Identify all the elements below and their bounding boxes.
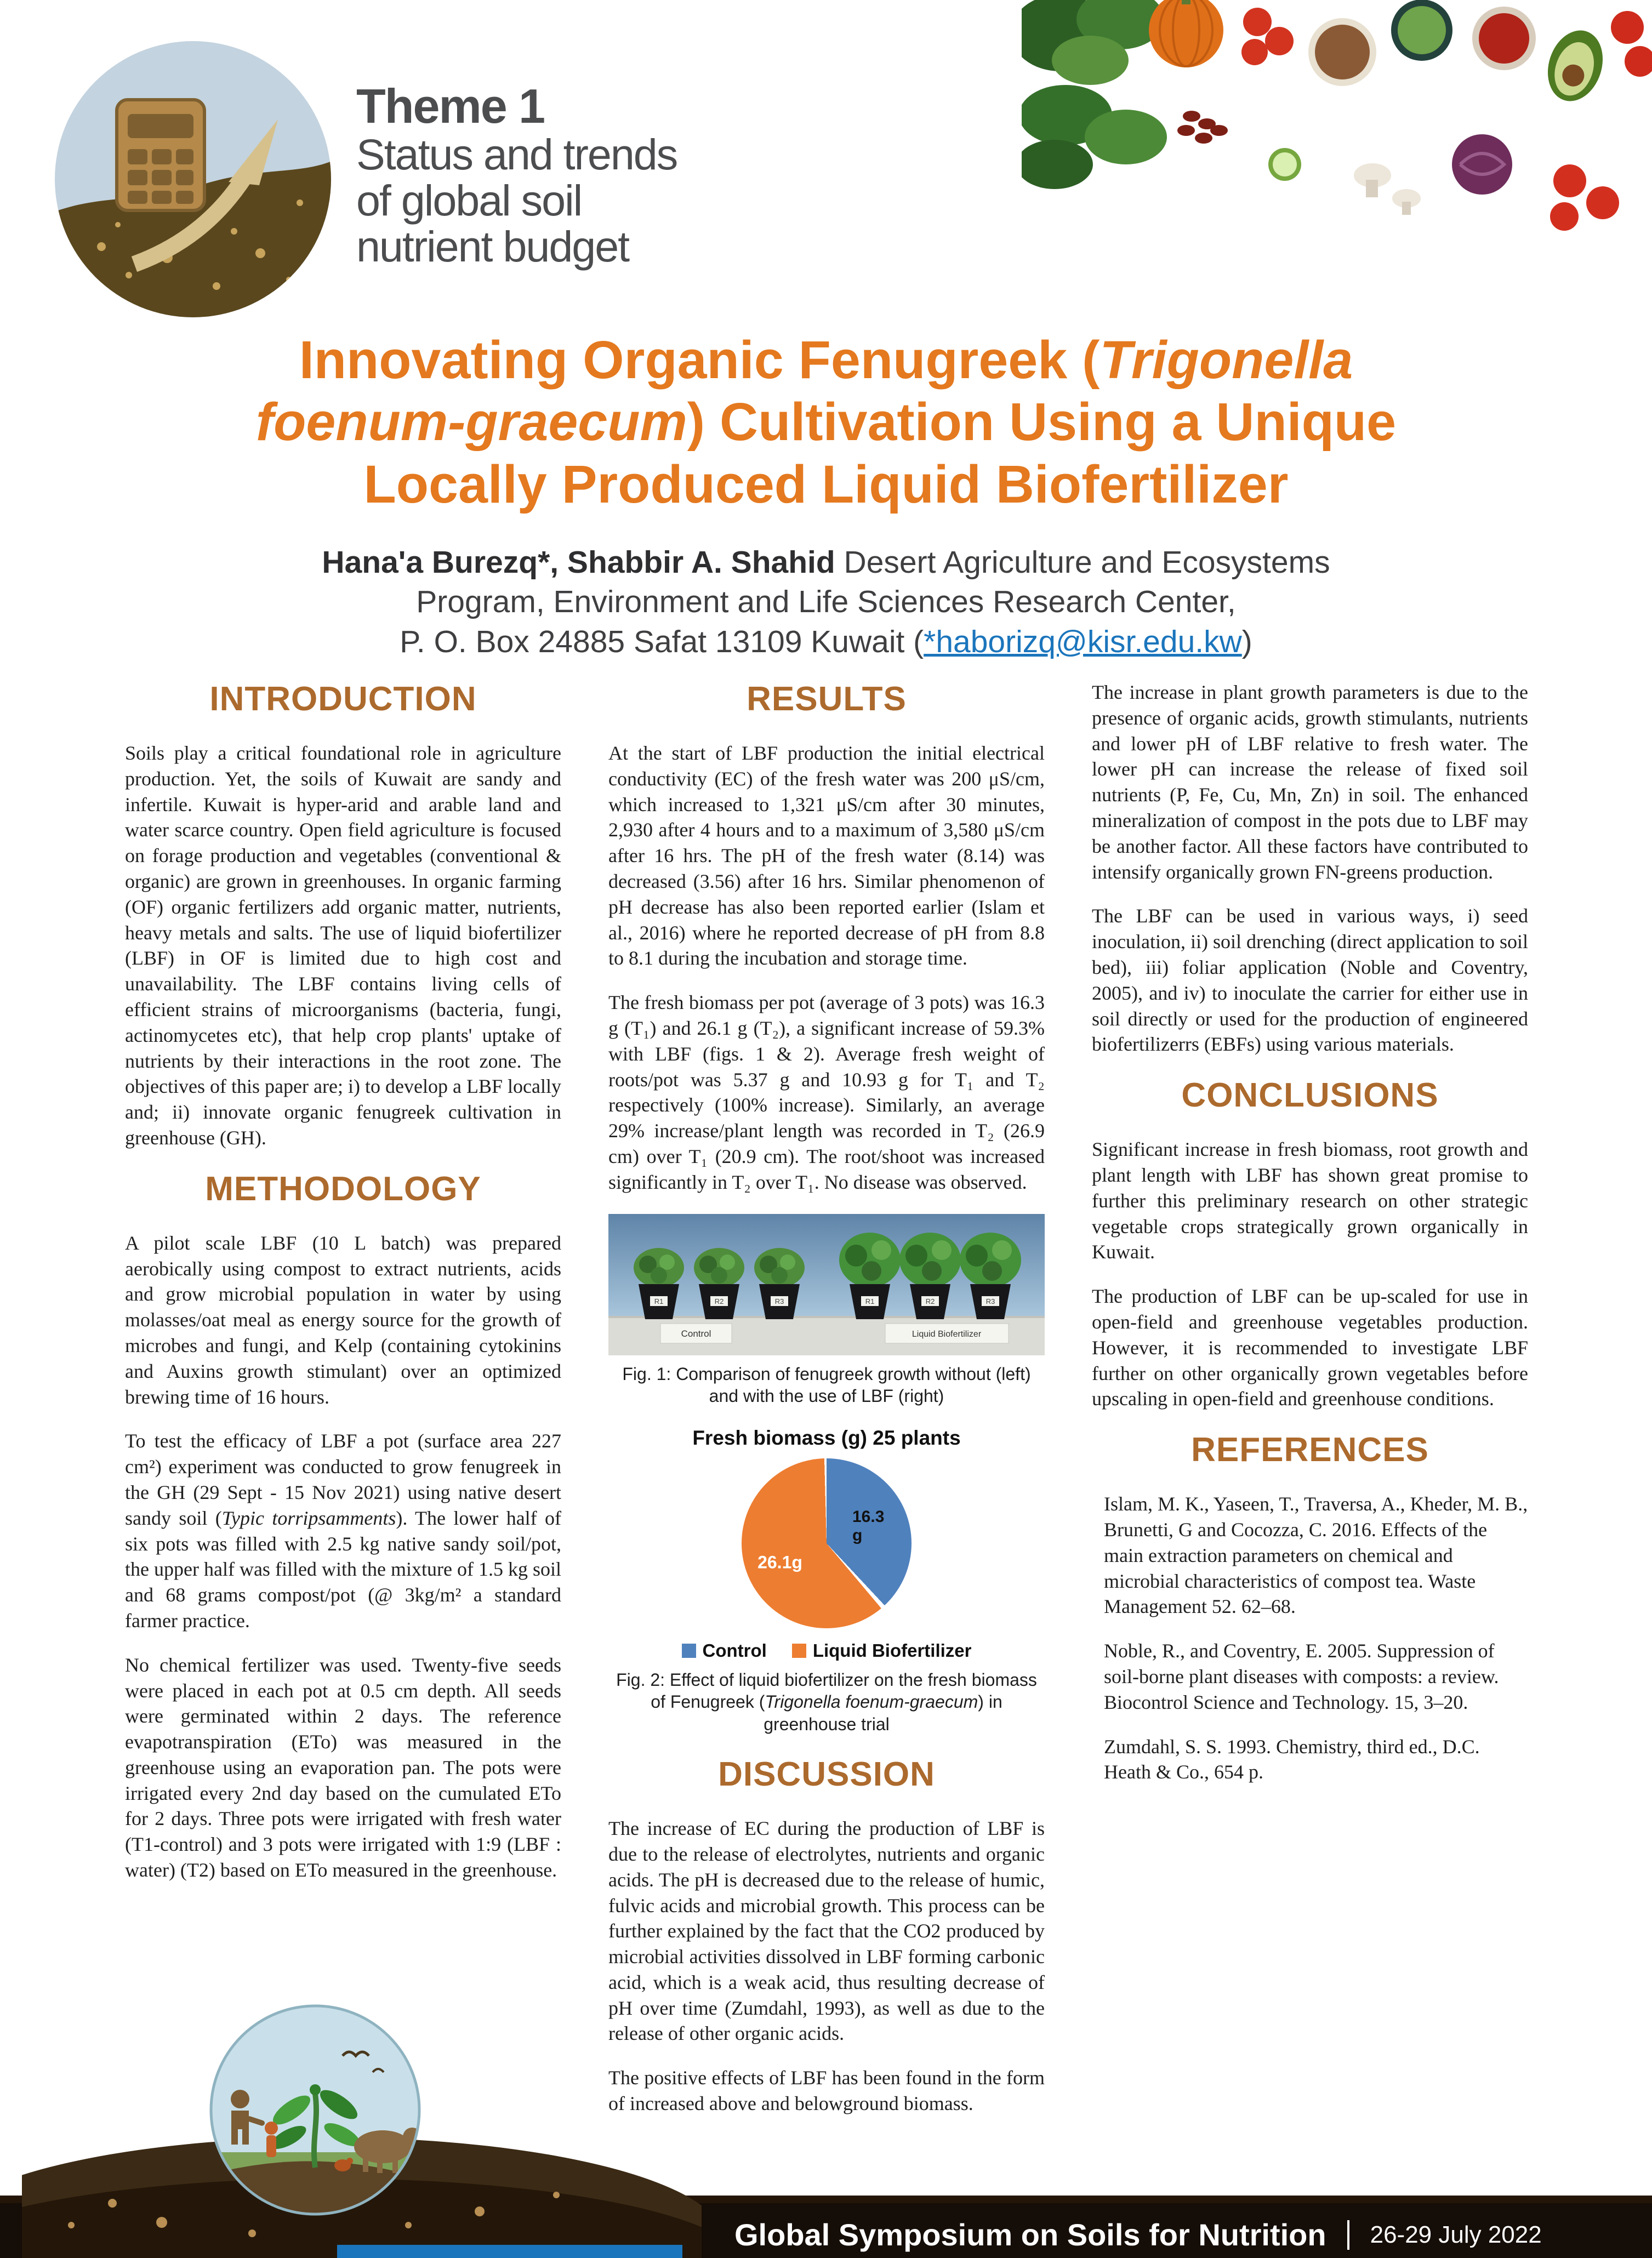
results-paragraph-3: The increase in plant growth parameters is due to the presence of organic acids, growth stimulants, nutrients and lower pH of LBF relative to fresh water. The lower pH can increase the release of fixed soil nutrients (P, Fe, Cu, Mn, Zn) in soil. The enhanced mineralization of compost in the pots due to LBF may be another factor. All these factors have contributed to intensify organically grown FN-greens production. [1092, 681, 1528, 883]
authors-line1: Hana'a Burezq*, Shabbir A. Shahid Desert Agriculture and Ecosystems [322, 545, 1330, 580]
pot-label: R2 [925, 1297, 935, 1305]
chart-legend [608, 1640, 1045, 1661]
poster-title-line3: Locally Produced Liquid Biofertilizer [363, 454, 1289, 514]
poster-title [0, 329, 1652, 515]
control-card-label: Control [681, 1328, 711, 1339]
discussion-paragraph-1: The increase of EC during the production of LBF is due to the release of electrolytes, nutrients and organic acids. The pH is decreased due to the release of humic, fulvic acids and microbial growth. This process can be further explained by the fact that the CO2 produced by microbial activities dissolved in LBF forming carbonic acid, which is a weak acid, thus resulting decrease of pH over time (Zumdahl, 1993), as well as due to the release of other organic acids. [608, 1817, 1045, 2045]
footer-blue-strip [337, 2245, 682, 2258]
control-pots [634, 1248, 805, 1319]
methodology-paragraph-3: No chemical fertilizer was used. Twenty-five seeds were placed in each pot at 0.5 cm depth. All seeds were germinated within 2 days. The reference evapotranspiration (ETo) was measured in the greenhouse using an evaporation pan. The pots were irrigated every 2nd day based on the cumulated ETo for 2 days. Three pots were irrigated with fresh water (T1-control) and 3 pots were irrigated with 1:9 (LBF : water) (T2) based on ETo measured in the greenhouse. [125, 1653, 561, 1881]
section-heading-introduction: INTRODUCTION [209, 680, 477, 718]
calculator-icon [117, 100, 204, 210]
pot-label: R2 [714, 1297, 724, 1305]
pot-label: R1 [865, 1297, 875, 1305]
pie-chart-area [742, 1458, 912, 1628]
ecology-illustration [22, 2003, 702, 2258]
results-paragraph-2: The fresh biomass per pot (average of 3 pots) was 16.3 g (T₁) and 26.1 g (T₂), a significant increase of 59.3% with LBF (figs. 1 & 2). Average fresh weight of roots/pot was 5.37 g and 10.93 g for T₁ and T₂ respectively (100% increase). Similarly, an average 29% increase/plant length was recorded in T₂ (26.9 cm) over T₁ (20.9 cm). The root/shoot was increased significantly in T₂ over T₁. No disease was observed. [608, 991, 1045, 1193]
lbf-card-label: Liquid Biofertilizer [912, 1329, 982, 1339]
legend-swatch-control [682, 1644, 696, 1658]
section-heading-references: REFERENCES [1191, 1431, 1429, 1469]
poster-title-line2: foenum-graecum) Cultivation Using a Unique [255, 392, 1397, 452]
theme-text-block [356, 81, 677, 270]
figure2-caption: Fig. 2: Effect of liquid biofertilizer on the fresh biomass of Fenugreek (Trigonella foenum-graecum) in greenhouse trial [616, 1670, 1037, 1734]
authors-line3: P. O. Box 24885 Safat 13109 Kuwait (*haborizq@kisr.edu.kw) [400, 624, 1252, 659]
results-paragraph-1: At the start of LBF production the initial electrical conductivity (EC) of the fresh water was 200 μS/cm, which increased to 1,321 μS/cm after 30 minutes, 2,930 after 4 hours and to a maximum of 3,580 μS/cm after 16 hrs. The pH of the fresh water (8.14) was decreased (3.56) after 16 hrs. Similar phenomenon of pH decrease has also been reported earlier (Islam et al., 2016) where he reported decrease of pH from 8.8 to 8.1 during the incubation and storage time. [608, 742, 1045, 970]
lbf-pots [839, 1233, 1021, 1319]
footer-content [734, 2217, 1542, 2253]
legend-item-lbf [792, 1640, 972, 1661]
pot-label: R1 [654, 1297, 664, 1305]
results-paragraph-4: The LBF can be used in various ways, i) seed inoculation, ii) soil drenching (direct application to soil bed), iii) foliar application (Noble and Coventry, 2005), and iv) to inoculate the carrier for either use in soil directly or used for the production of engineered biofertilizerrs (EBFs) using various materials. [1092, 905, 1528, 1056]
section-heading-methodology: METHODOLOGY [205, 1170, 481, 1208]
footer-divider [1347, 2220, 1349, 2250]
column-conclusions-references [1092, 680, 1528, 2135]
reference-item-2: Noble, R., and Coventry, E. 2005. Suppression of soil-borne plant diseases with composts: a review. Biocontrol Science and Technology. 15, 3–20. [1104, 1640, 1499, 1713]
poster-title-line1: Innovating Organic Fenugreek (Trigonella [299, 330, 1353, 390]
figure1-caption: Fig. 1: Comparison of fenugreek growth without (left) and with the use of LBF (right) [622, 1364, 1031, 1406]
methodology-paragraph-2: To test the efficacy of LBF a pot (surface area 227 cm²) experiment was conducted to grow fenugreek in the GH (29 Sept - 15 Nov 2021) using native desert sandy soil (Typic torripsamments). The lower half of six pots was filled with 2.5 kg native sandy soil/pot, the upper half was filled with the mixture of 1.5 kg soil and 68 grams compost/pot (@ 3kg/m² a standard farmer practice. [125, 1430, 561, 1632]
footer-symposium-title: Global Symposium on Soils for Nutrition [734, 2217, 1326, 2252]
section-heading-results: RESULTS [747, 680, 907, 718]
theme-subtitle-line-3: nutrient budget [356, 221, 629, 271]
email-link[interactable]: *haborizq@kisr.edu.kw [924, 624, 1242, 659]
section-heading-discussion: DISCUSSION [718, 1755, 935, 1794]
theme-badge-logo [52, 38, 334, 321]
pot-label: R3 [774, 1297, 784, 1305]
section-heading-conclusions: CONCLUSIONS [1181, 1076, 1439, 1115]
figure1-photo [608, 1214, 1045, 1355]
introduction-paragraph: Soils play a critical foundational role in agriculture production. Yet, the soils of Kuwait are sandy and infertile. Kuwait is hyper-arid and arable land and water scarce country. Open field agriculture is focused on forage production and vegetables (conventional & organic) are grown in greenhouses. In organic farming (OF) organic fertilizers add organic matter, nutrients, heavy metals and salts. The use of liquid biofertilizer (LBF) in OF is limited due to high cost and unavailability. The LBF contains living cells of efficient strains of microorganisms (bacteria, fungi, actinomycetes etc), that help crop plants' uptake of nutrients by their interactions in the root zone. The objectives of this paper are; i) to develop a LBF locally and; ii) innovate organic fenugreek cultivation in greenhouse (GH). [125, 742, 561, 1149]
conclusions-paragraph-2: The production of LBF can be up-scaled for use in open-field and greenhouse vegetables production. However, it is recommended to investigate LBF further on other organically grown vegetables before upscaling in open-field and greenhouse conditions. [1092, 1285, 1528, 1410]
vegetables-photo [1022, 0, 1652, 269]
pie-slice-label-control: 16.3 g [852, 1508, 885, 1545]
column-results-discussion [608, 680, 1045, 2135]
reference-item-3: Zumdahl, S. S. 1993. Chemistry, third ed., D.C. Heath & Co., 654 p. [1104, 1735, 1480, 1783]
reference-item-1: Islam, M. K., Yaseen, T., Traversa, A., Kheder, M. B., Brunetti, G and Cocozza, C. 2016. Effects of the main extraction parameters on chemical and microbial characteristics of compost tea. Waste Management 52. 62–68. [1104, 1493, 1528, 1618]
theme-title: Theme 1 [356, 79, 545, 133]
footer-dates: 26-29 July 2022 [1370, 2221, 1542, 2248]
pot-label: R3 [985, 1297, 995, 1305]
poster-body [125, 680, 1528, 2135]
legend-label-lbf: Liquid Biofertilizer [812, 1640, 972, 1661]
legend-swatch-lbf [792, 1644, 806, 1658]
chart-title: Fresh biomass (g) 25 plants [692, 1427, 961, 1450]
methodology-paragraph-1: A pilot scale LBF (10 L batch) was prepared aerobically using compost to extract nutrients, acids and grow microbial population in water by using molasses/oat meal as energy source for the growth of microbes and fungi, and Kelp (containing cytokinins and Auxins growth stimulant) over an optimized brewing time of 16 hours. [125, 1231, 561, 1408]
legend-label-control: Control [702, 1640, 767, 1661]
authors-line2: Program, Environment and Life Sciences Research Center, [416, 584, 1236, 620]
pie-slice-label-lbf: 26.1g [757, 1552, 802, 1572]
discussion-paragraph-2: The positive effects of LBF has been found in the form of increased above and belowground biomass. [608, 2067, 1045, 2115]
legend-item-control [682, 1640, 767, 1661]
authors-block [0, 543, 1652, 662]
theme-subtitle-line-1: Status and trends [356, 130, 677, 179]
theme-subtitle-line-2: of global soil [356, 176, 582, 225]
conclusions-paragraph-1: Significant increase in fresh biomass, root growth and plant length with LBF has shown great promise to further this preliminary research on other strategic vegetable crops strategically grown organically in Kuwait. [1092, 1138, 1528, 1263]
column-introduction-methodology [125, 680, 561, 2135]
